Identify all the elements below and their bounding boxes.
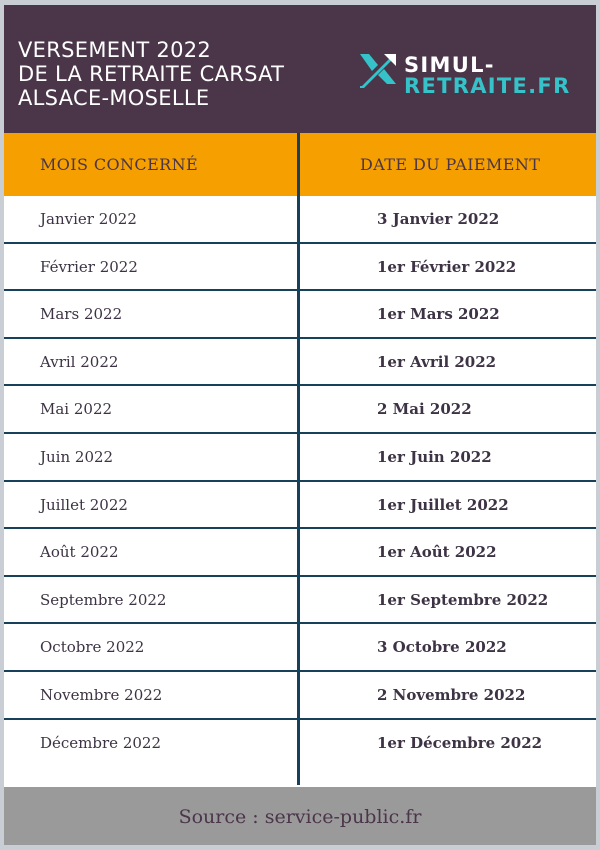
- month-cell: Juin 2022: [40, 447, 114, 466]
- table-row: [4, 434, 596, 482]
- month-cell: Août 2022: [40, 543, 119, 562]
- table-row: [4, 339, 596, 387]
- table-row: [4, 386, 596, 434]
- payment-date-cell: 2 Mai 2022: [377, 400, 472, 419]
- table-row: [4, 482, 596, 530]
- table-body: [4, 196, 596, 767]
- logo-text-bottom: RETRAITE.FR: [404, 74, 571, 98]
- logo-text-top: SIMUL-: [404, 53, 495, 77]
- title-line-3: ALSACE-MOSELLE: [18, 86, 210, 110]
- column-header-payment-date: DATE DU PAIEMENT: [360, 155, 541, 174]
- column-header-month: MOIS CONCERNÉ: [40, 155, 199, 174]
- payment-date-cell: 1er Décembre 2022: [377, 733, 543, 752]
- payment-date-cell: 1er Juillet 2022: [377, 495, 509, 514]
- month-cell: Octobre 2022: [40, 638, 145, 657]
- month-cell: Avril 2022: [40, 352, 119, 371]
- column-divider: [297, 133, 300, 785]
- table-row: [4, 291, 596, 339]
- header-banner: [4, 5, 596, 133]
- title-line-1: VERSEMENT 2022: [18, 38, 212, 62]
- month-cell: Septembre 2022: [40, 590, 167, 609]
- footer-banner: [4, 787, 596, 845]
- table-row: [4, 624, 596, 672]
- month-cell: Juillet 2022: [40, 495, 128, 514]
- table-row: [4, 196, 596, 244]
- title-line-2: DE LA RETRAITE CARSAT: [18, 62, 285, 86]
- x-arrow-logo-icon: [360, 52, 396, 88]
- payment-date-cell: 3 Octobre 2022: [377, 638, 507, 657]
- payment-calendar-card: [4, 5, 596, 845]
- payment-date-cell: 2 Novembre 2022: [377, 685, 526, 704]
- payment-date-cell: 3 Janvier 2022: [377, 210, 500, 228]
- month-cell: Mars 2022: [40, 305, 123, 324]
- month-cell: Février 2022: [40, 257, 138, 276]
- payment-date-cell: 1er Août 2022: [377, 543, 497, 562]
- month-cell: Décembre 2022: [40, 733, 161, 752]
- table-row: [4, 244, 596, 292]
- month-cell: Novembre 2022: [40, 685, 163, 704]
- table-row: [4, 529, 596, 577]
- payment-date-cell: 1er Septembre 2022: [377, 590, 549, 609]
- table-row: [4, 672, 596, 720]
- column-headers: [4, 133, 596, 196]
- table-row: [4, 577, 596, 625]
- payment-date-cell: 1er Février 2022: [377, 257, 517, 276]
- month-cell: Mai 2022: [40, 400, 113, 419]
- payment-date-cell: 1er Juin 2022: [377, 447, 492, 466]
- source-text: Source : service-public.fr: [178, 806, 422, 828]
- payment-date-cell: 1er Avril 2022: [377, 352, 497, 371]
- payment-date-cell: 1er Mars 2022: [377, 305, 500, 324]
- table-row: [4, 720, 596, 768]
- month-cell: Janvier 2022: [40, 210, 137, 228]
